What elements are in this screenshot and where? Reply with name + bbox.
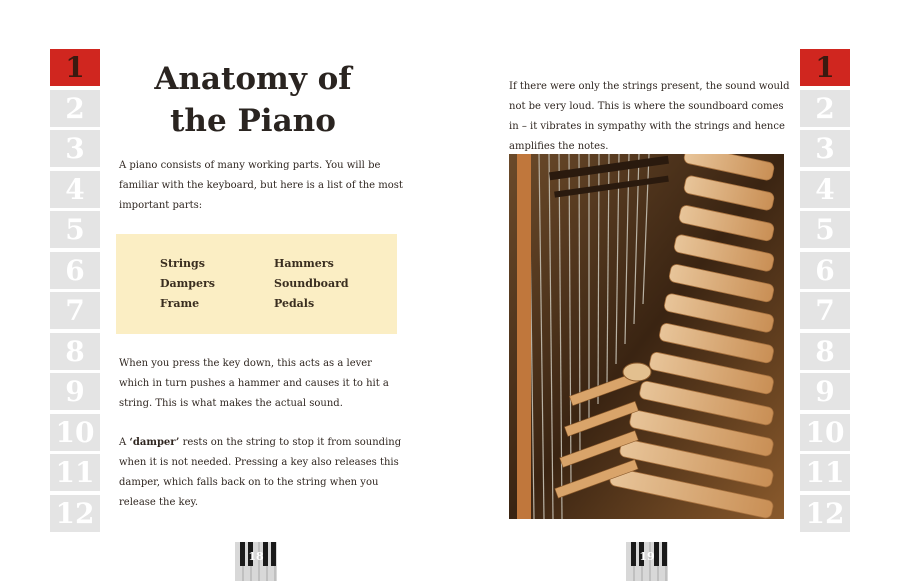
part-item: Strings bbox=[160, 257, 205, 270]
chapter-tab[interactable]: 8 bbox=[50, 333, 100, 370]
chapter-tab[interactable]: 3 bbox=[50, 130, 100, 167]
chapter-tabs-left bbox=[50, 49, 100, 535]
damper-paragraph-rest: rests on the string to stop it from sounding when it is not needed. Pressing a key also releases this damper, which falls back on to the string when you release the key. bbox=[119, 437, 402, 508]
chapter-tab[interactable]: 3 bbox=[800, 130, 850, 167]
parts-list-box bbox=[116, 234, 397, 334]
chapter-tab[interactable]: 1 bbox=[50, 49, 100, 86]
chapter-tab[interactable]: 8 bbox=[800, 333, 850, 370]
damper-paragraph-prefix: A bbox=[119, 437, 130, 448]
chapter-tab[interactable]: 7 bbox=[800, 292, 850, 329]
chapter-tab[interactable]: 6 bbox=[50, 252, 100, 289]
part-item: Pedals bbox=[274, 297, 315, 310]
part-item: Dampers bbox=[160, 277, 215, 290]
chapter-tab[interactable]: 11 bbox=[50, 454, 100, 491]
title-line: Anatomy of bbox=[154, 61, 352, 97]
piano-interior-photo bbox=[509, 154, 784, 519]
chapter-tab[interactable]: 12 bbox=[800, 495, 850, 532]
page-number: 19 bbox=[639, 550, 655, 563]
chapter-tab[interactable]: 5 bbox=[800, 211, 850, 248]
page-number: 18 bbox=[248, 550, 264, 563]
chapter-tab[interactable]: 9 bbox=[50, 373, 100, 410]
parts-list bbox=[160, 254, 394, 314]
chapter-tab[interactable]: 4 bbox=[50, 171, 100, 208]
part-item: Frame bbox=[160, 297, 200, 310]
chapter-tabs-right bbox=[800, 49, 850, 535]
page-number-badge-left bbox=[235, 542, 277, 581]
part-item: Soundboard bbox=[274, 277, 349, 290]
chapter-tab[interactable]: 2 bbox=[50, 90, 100, 127]
chapter-tab[interactable]: 5 bbox=[50, 211, 100, 248]
soundboard-paragraph: If there were only the strings present, the sound would not be very loud. This is where the soundboard comes in – it vibrates in sympathy with the strings and hence amplifies the notes. bbox=[509, 81, 790, 152]
chapter-tab[interactable]: 4 bbox=[800, 171, 850, 208]
chapter-tab[interactable]: 1 bbox=[800, 49, 850, 86]
part-item: Hammers bbox=[274, 257, 334, 270]
chapter-tab[interactable]: 7 bbox=[50, 292, 100, 329]
chapter-tab[interactable]: 6 bbox=[800, 252, 850, 289]
title-line: the Piano bbox=[170, 103, 336, 139]
damper-term: ‘damper’ bbox=[129, 437, 180, 448]
chapter-tab[interactable]: 9 bbox=[800, 373, 850, 410]
chapter-tab[interactable]: 2 bbox=[800, 90, 850, 127]
chapter-tab[interactable]: 10 bbox=[800, 414, 850, 451]
chapter-tab[interactable]: 12 bbox=[50, 495, 100, 532]
lever-paragraph: When you press the key down, this acts as a lever which in turn pushes a hammer and causes it to hit a string. This is what makes the actual sound. bbox=[119, 358, 389, 409]
piano-action-image bbox=[509, 154, 784, 519]
damper-paragraph bbox=[119, 433, 404, 513]
intro-paragraph: A piano consists of many working parts. You will be familiar with the keyboard, but here is a list of the most important parts: bbox=[119, 160, 403, 211]
page-number-badge-right bbox=[626, 542, 668, 581]
chapter-tab[interactable]: 11 bbox=[800, 454, 850, 491]
chapter-tab[interactable]: 10 bbox=[50, 414, 100, 451]
page-title bbox=[118, 58, 388, 142]
